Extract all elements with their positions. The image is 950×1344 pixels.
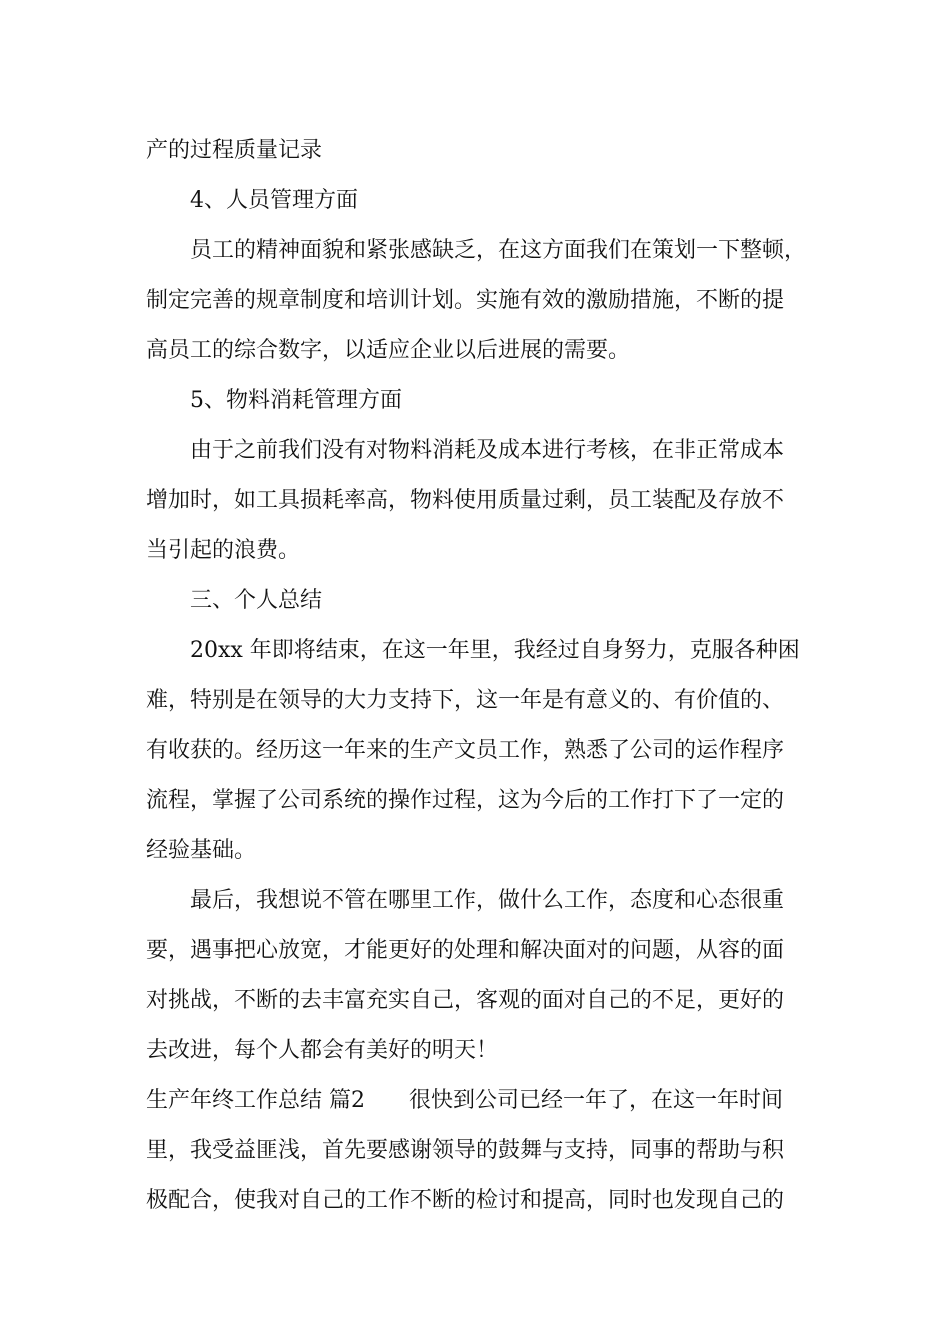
paragraph-line: 员工的精神面貌和紧张感缺乏，在这方面我们在策划一下整顿， xyxy=(190,238,807,263)
paragraph-line: 去改进，每个人都会有美好的明天！ xyxy=(146,1038,499,1063)
paragraph-line: 20xx 年即将结束，在这一年里，我经过自身努力，克服各种困 xyxy=(190,638,800,663)
paragraph-line: 由于之前我们没有对物料消耗及成本进行考核，在非正常成本 xyxy=(190,438,785,463)
paragraph-line: 最后，我想说不管在哪里工作，做什么工作，态度和心态很重 xyxy=(190,888,785,913)
paragraph-line: 难，特别是在领导的大力支持下，这一年是有意义的、有价值的、 xyxy=(146,688,785,713)
paragraph-line: 经验基础。 xyxy=(146,838,257,863)
section-heading-summary: 三、个人总结 xyxy=(190,588,323,613)
paragraph-line: 有收获的。经历这一年来的生产文员工作，熟悉了公司的运作程序 xyxy=(146,738,785,763)
paragraph-line: 对挑战，不断的去丰富充实自己，客观的面对自己的不足，更好的 xyxy=(146,988,785,1013)
article-title-line: 生产年终工作总结 篇2 很快到公司已经一年了，在这一年时间 xyxy=(146,1088,783,1113)
paragraph-line: 流程，掌握了公司系统的操作过程，这为今后的工作打下了一定的 xyxy=(146,788,785,813)
paragraph-line: 里，我受益匪浅，首先要感谢领导的鼓舞与支持，同事的帮助与积 xyxy=(146,1138,785,1163)
section-heading-personnel: 4、人员管理方面 xyxy=(190,188,358,213)
paragraph-continuation-line: 产的过程质量记录 xyxy=(146,138,323,163)
paragraph-line: 制定完善的规章制度和培训计划。实施有效的激励措施，不断的提 xyxy=(146,288,785,313)
paragraph-line: 当引起的浪费。 xyxy=(146,538,301,563)
paragraph-line: 要，遇事把心放宽，才能更好的处理和解决面对的问题，从容的面 xyxy=(146,938,785,963)
paragraph-line: 极配合，使我对自己的工作不断的检讨和提高，同时也发现自己的 xyxy=(146,1188,785,1213)
paragraph-line: 高员工的综合数字，以适应企业以后进展的需要。 xyxy=(146,338,631,363)
paragraph-line: 增加时，如工具损耗率高，物料使用质量过剩，员工装配及存放不 xyxy=(146,488,785,513)
section-heading-materials: 5、物料消耗管理方面 xyxy=(190,388,402,413)
